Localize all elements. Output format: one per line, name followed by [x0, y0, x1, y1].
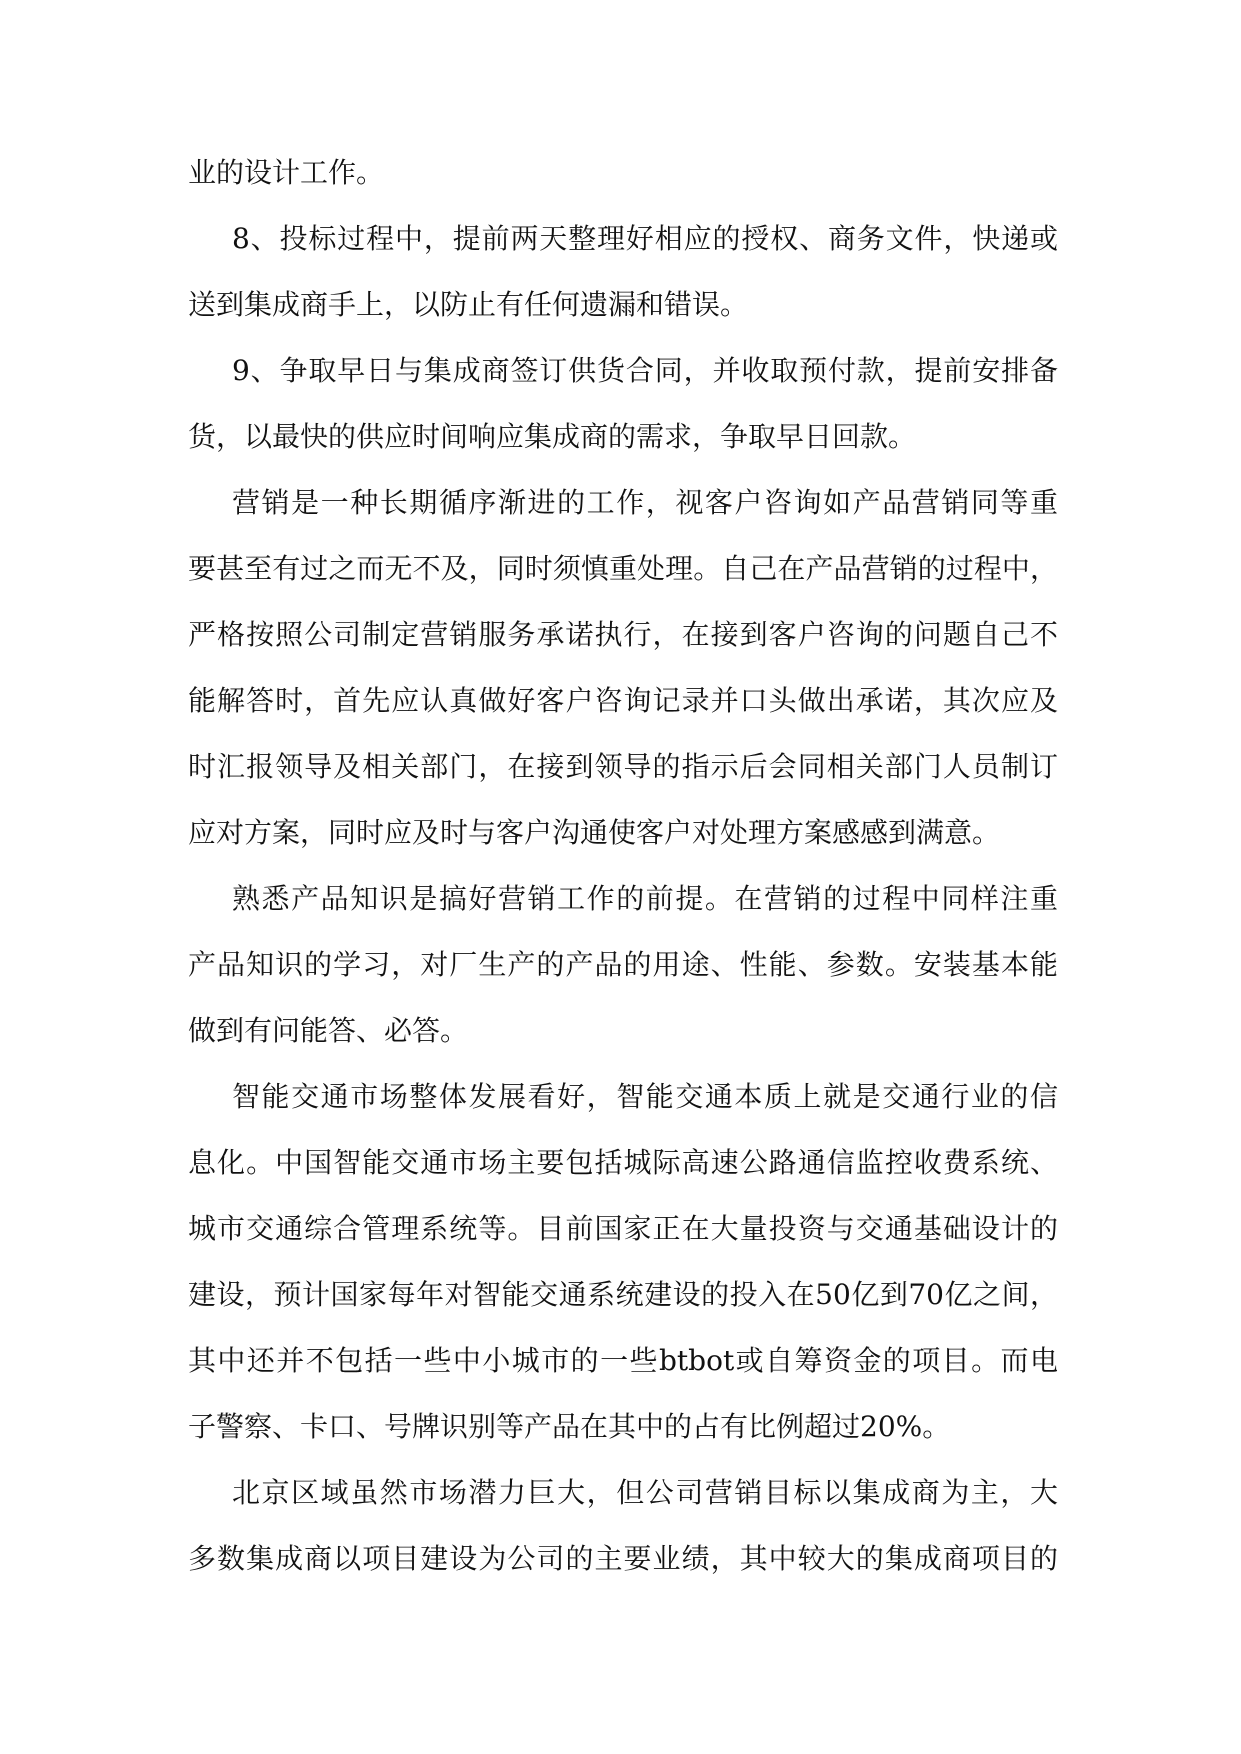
text-line: 9、争取早日与集成商签订供货合同，并收取预付款，提前安排备	[232, 354, 1058, 387]
text-line: 货，以最快的供应时间响应集成商的需求，争取早日回款。	[188, 420, 917, 453]
text-line: 子警察、卡口、号牌识别等产品在其中的占有比例超过20%。	[188, 1410, 951, 1443]
text-line: 要甚至有过之而无不及，同时须慎重处理。自己在产品营销的过程中，	[188, 552, 1058, 585]
text-line: 智能交通市场整体发展看好，智能交通本质上就是交通行业的信	[232, 1080, 1058, 1113]
text-line: 城市交通综合管理系统等。目前国家正在大量投资与交通基础设计的	[188, 1212, 1058, 1245]
text-line: 营销是一种长期循序渐进的工作，视客户咨询如产品营销同等重	[232, 486, 1058, 519]
text-line: 其中还并不包括一些中小城市的一些btbot或自筹资金的项目。而电	[188, 1344, 1058, 1377]
text-line: 北京区域虽然市场潜力巨大，但公司营销目标以集成商为主，大	[232, 1476, 1058, 1509]
text-line: 严格按照公司制定营销服务承诺执行，在接到客户咨询的问题自己不	[188, 618, 1058, 651]
document-body	[188, 152, 1058, 1604]
text-line: 多数集成商以项目建设为公司的主要业绩，其中较大的集成商项目的	[188, 1542, 1058, 1575]
text-line: 8、投标过程中，提前两天整理好相应的授权、商务文件，快递或	[232, 222, 1058, 255]
text-line: 熟悉产品知识是搞好营销工作的前提。在营销的过程中同样注重	[232, 882, 1058, 915]
text-line: 能解答时，首先应认真做好客户咨询记录并口头做出承诺，其次应及	[188, 684, 1058, 717]
text-line: 建设，预计国家每年对智能交通系统建设的投入在50亿到70亿之间，	[188, 1278, 1058, 1311]
text-line: 业的设计工作。	[188, 156, 385, 189]
text-line: 息化。中国智能交通市场主要包括城际高速公路通信监控收费系统、	[188, 1146, 1058, 1179]
text-line: 时汇报领导及相关部门，在接到领导的指示后会同相关部门人员制订	[188, 750, 1058, 783]
text-line: 做到有问能答、必答。	[188, 1014, 469, 1047]
text-line: 产品知识的学习，对厂生产的产品的用途、性能、参数。安装基本能	[188, 948, 1058, 981]
text-line: 应对方案，同时应及时与客户沟通使客户对处理方案感感到满意。	[188, 816, 1001, 849]
text-line: 送到集成商手上，以防止有任何遗漏和错误。	[188, 288, 749, 321]
